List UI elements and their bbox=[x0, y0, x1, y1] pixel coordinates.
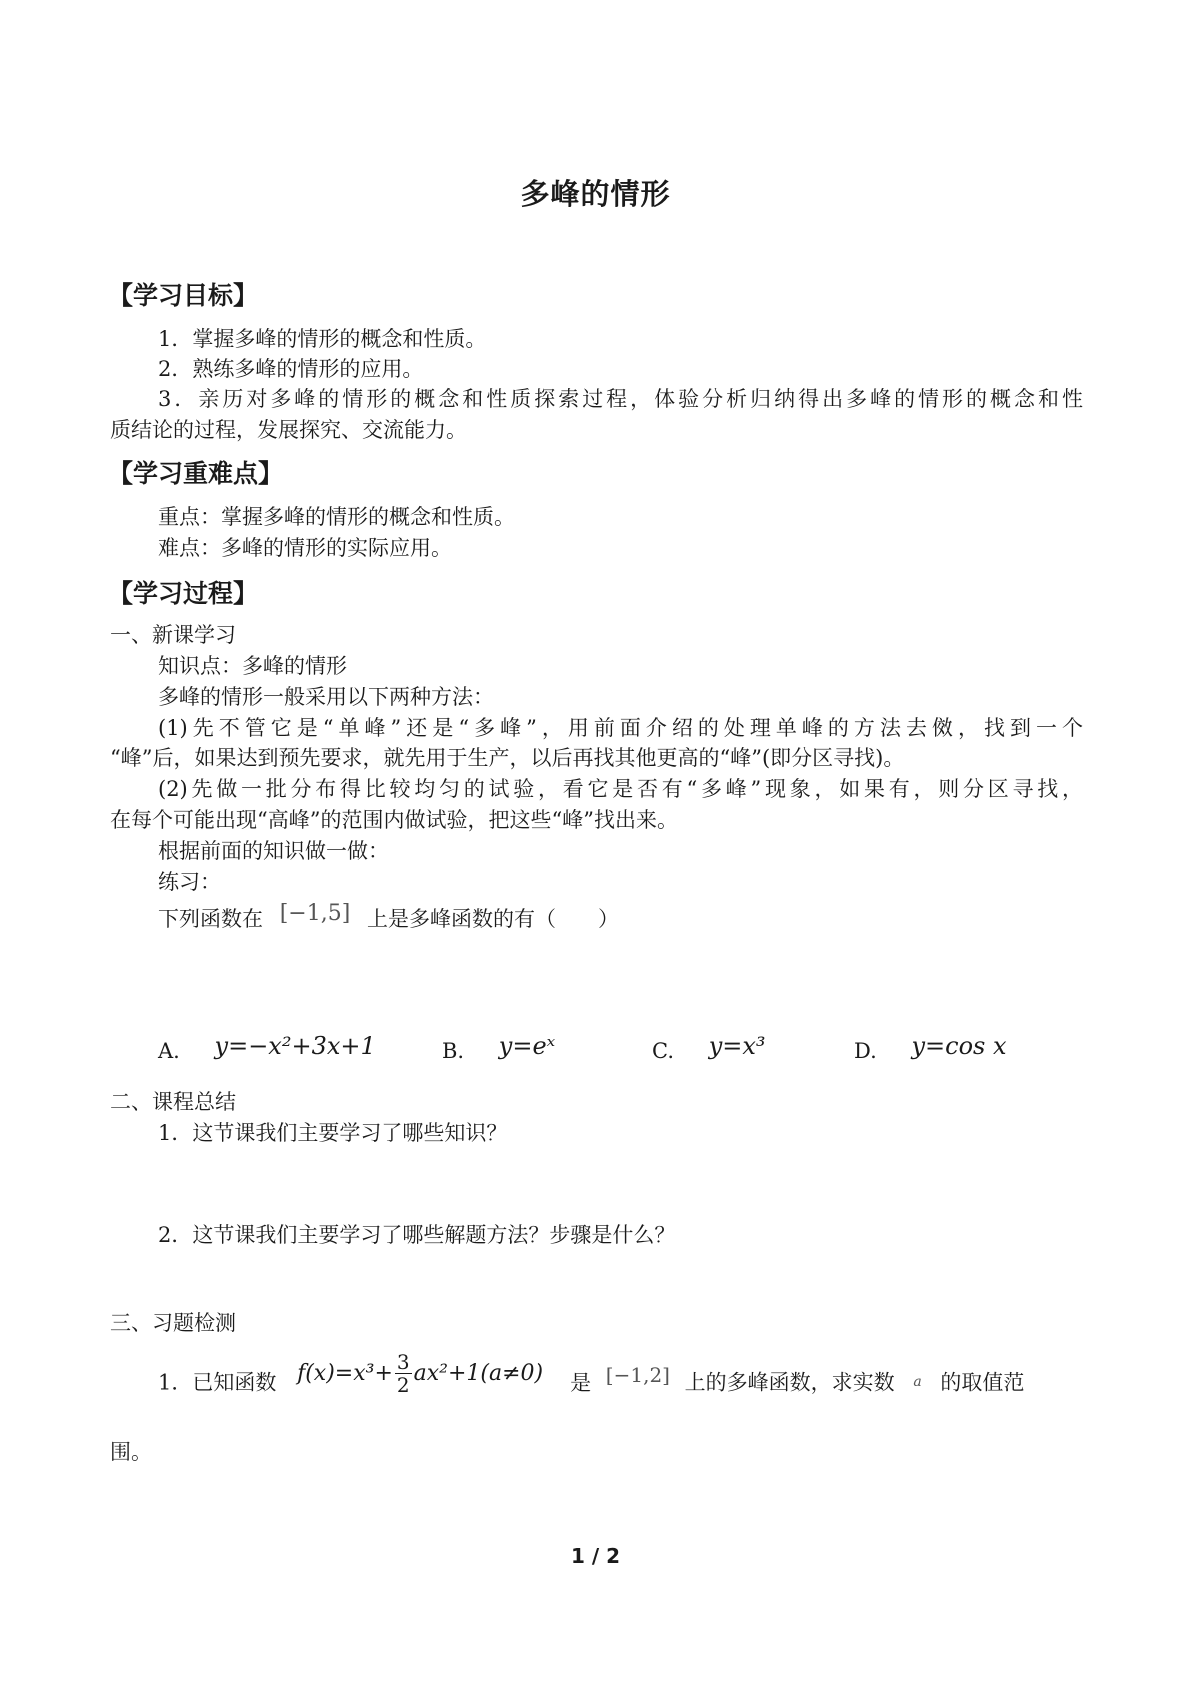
page-number: 1 / 2 bbox=[570, 1544, 621, 1568]
summary-title: 二、课程总结 bbox=[110, 1090, 236, 1114]
method-2-line-2: 在每个可能出现“高峰”的范围内做试验，把这些“峰”找出来。 bbox=[110, 808, 678, 832]
function-right: ax²+1(a≠0) bbox=[413, 1360, 544, 1386]
section-heading-keypoints: 【学习重难点】 bbox=[108, 459, 284, 488]
practice-label: 练习： bbox=[158, 870, 221, 894]
exercise-function bbox=[297, 1350, 550, 1397]
exercise-text-post: 的取值范 bbox=[940, 1370, 1025, 1395]
summary-question-2: 2．这节课我们主要学习了哪些解题方法？步骤是什么？ bbox=[158, 1223, 676, 1247]
exercise-interval: [−1,2] bbox=[605, 1362, 670, 1387]
goal-item-3-cont: 质结论的过程，发展探究、交流能力。 bbox=[110, 418, 467, 442]
practice-question bbox=[158, 898, 619, 935]
question-interval: [−1,5] bbox=[279, 901, 351, 926]
exercise-text-mid2: 上的多峰函数，求实数 bbox=[684, 1370, 895, 1395]
do-it-prompt: 根据前面的知识做一做： bbox=[158, 839, 389, 863]
fraction-denominator: 2 bbox=[396, 1373, 410, 1397]
goal-item-3: 3．亲历对多峰的情形的概念和性质探索过程，体验分析归纳得出多峰的情形的概念和性 bbox=[158, 387, 1083, 411]
knowledge-point: 知识点：多峰的情形 bbox=[158, 654, 347, 678]
section-heading-process: 【学习过程】 bbox=[108, 579, 259, 608]
option-a-expr: y=−x²+3x+1 bbox=[214, 1032, 376, 1060]
option-c bbox=[652, 1030, 766, 1067]
goal-item-1: 1．掌握多峰的情形的概念和性质。 bbox=[158, 327, 487, 351]
question-text-pre: 下列函数在 bbox=[158, 907, 263, 931]
exercise-title: 三、习题检测 bbox=[110, 1311, 236, 1335]
option-c-expr: y=x³ bbox=[708, 1032, 766, 1060]
method-1-line-2: “峰”后，如果达到预先要求，就先用于生产，以后再找其他更高的“峰”(即分区寻找)。 bbox=[110, 746, 905, 770]
goal-item-2: 2．熟练多峰的情形的应用。 bbox=[158, 357, 424, 381]
option-d bbox=[854, 1030, 1007, 1067]
option-d-expr: y=cos x bbox=[911, 1032, 1007, 1060]
page-title: 多峰的情形 bbox=[520, 177, 671, 211]
option-c-label: C. bbox=[652, 1039, 674, 1063]
keypoint-focus: 重点：掌握多峰的情形的概念和性质。 bbox=[158, 505, 515, 529]
exercise-problem-1 bbox=[158, 1351, 1083, 1399]
part1-title: 一、新课学习 bbox=[110, 623, 236, 647]
exercise-text-pre: 1．已知函数 bbox=[158, 1370, 277, 1395]
function-left: f(x)=x³+ bbox=[297, 1360, 393, 1386]
option-d-label: D. bbox=[854, 1039, 877, 1063]
keypoint-difficulty: 难点：多峰的情形的实际应用。 bbox=[158, 536, 452, 560]
method-2-line-1: (2)先做一批分布得比较均匀的试验，看它是否有“多峰”现象，如果有，则分区寻找， bbox=[158, 777, 1083, 801]
summary-question-1: 1．这节课我们主要学习了哪些知识？ bbox=[158, 1121, 508, 1145]
exercise-problem-1-cont: 围。 bbox=[110, 1440, 152, 1464]
exercise-variable: a bbox=[913, 1373, 922, 1390]
question-text-post: 上是多峰函数的有（ ） bbox=[366, 907, 619, 931]
section-heading-goals: 【学习目标】 bbox=[108, 281, 259, 310]
exercise-text-mid: 是 bbox=[570, 1370, 592, 1395]
option-a bbox=[158, 1030, 376, 1067]
option-b-expr: y=eˣ bbox=[498, 1032, 556, 1060]
option-b-label: B. bbox=[442, 1039, 465, 1063]
methods-intro: 多峰的情形一般采用以下两种方法： bbox=[158, 685, 494, 709]
method-1-line-1: (1)先不管它是“单峰”还是“多峰”，用前面介绍的处理单峰的方法去傚，找到一个 bbox=[158, 716, 1083, 740]
option-a-label: A. bbox=[158, 1039, 180, 1063]
fraction-numerator: 3 bbox=[396, 1350, 410, 1374]
option-b bbox=[442, 1030, 555, 1067]
fraction-three-halves bbox=[395, 1351, 412, 1396]
